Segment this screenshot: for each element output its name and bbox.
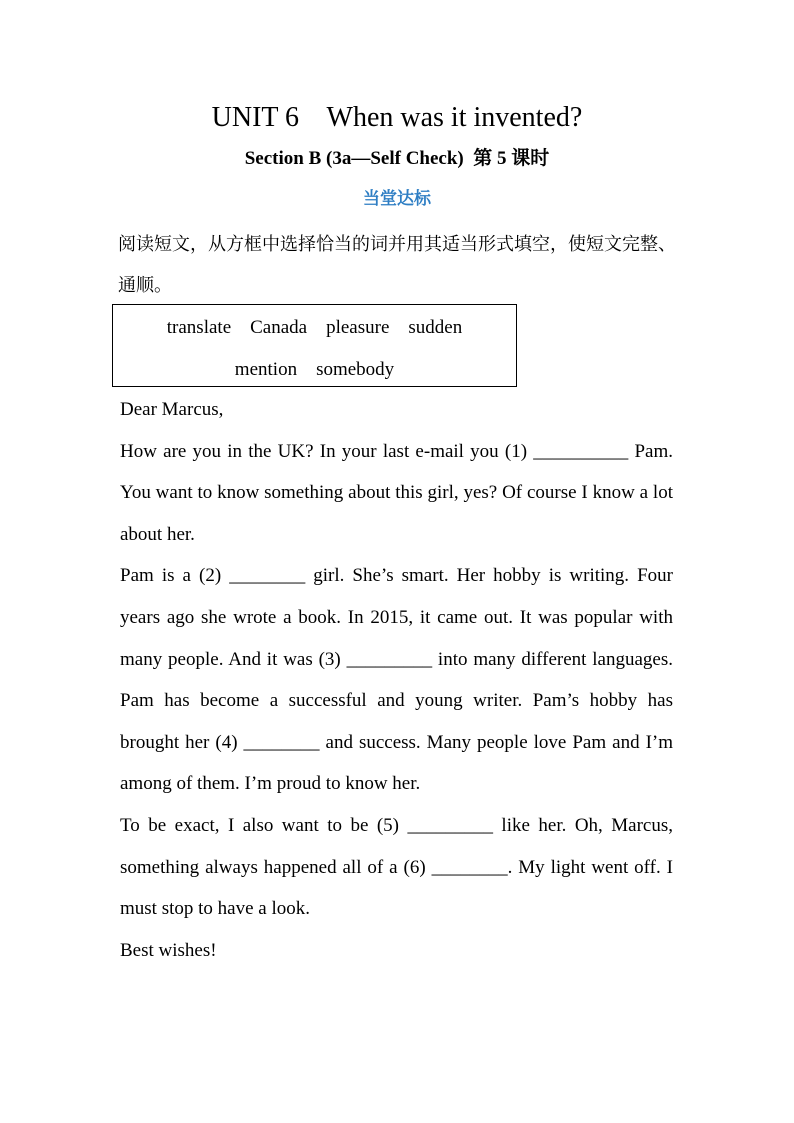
word-box xyxy=(112,304,517,387)
letter-paragraph-2: Pam is a (2) ________ girl. She’s smart. Her hobby is writing. Four years ago she wrote a book. In 2015, it came out. It was popular with many people. And it was (3) _________ into many different languages. Pam has become a successful and young writer. Pam’s hobby has brought her (4) ________ and success. Many people love Pam and I’m among of them. I’m proud to know her. xyxy=(120,565,673,795)
letter-body xyxy=(120,389,673,971)
section-tag: 当堂达标 xyxy=(363,189,431,209)
section-subtitle: Section B (3a—Self Check) 第 5 课时 xyxy=(244,148,550,169)
word-box-row-1: translate Canada pleasure sudden xyxy=(166,317,463,338)
letter-closing: Best wishes! xyxy=(120,939,217,961)
letter-paragraph-3: To be exact, I also want to be (5) _________ like her. Oh, Marcus, something always happened all of a (6) ________. My light went off. I must stop to have a look. xyxy=(120,814,673,920)
task-instruction: 阅读短文，从方框中选择恰当的词并用其适当形式填空，使短文完整、通顺。 xyxy=(118,234,676,296)
unit-title: UNIT 6 When was it invented? xyxy=(211,102,583,133)
word-box-row-2: mention somebody xyxy=(234,359,395,380)
letter-paragraph-1: How are you in the UK? In your last e-mail you (1) __________ Pam. You want to know something about this girl, yes? Of course I know a lot about her. xyxy=(120,440,673,545)
letter-greeting: Dear Marcus, xyxy=(120,399,224,420)
